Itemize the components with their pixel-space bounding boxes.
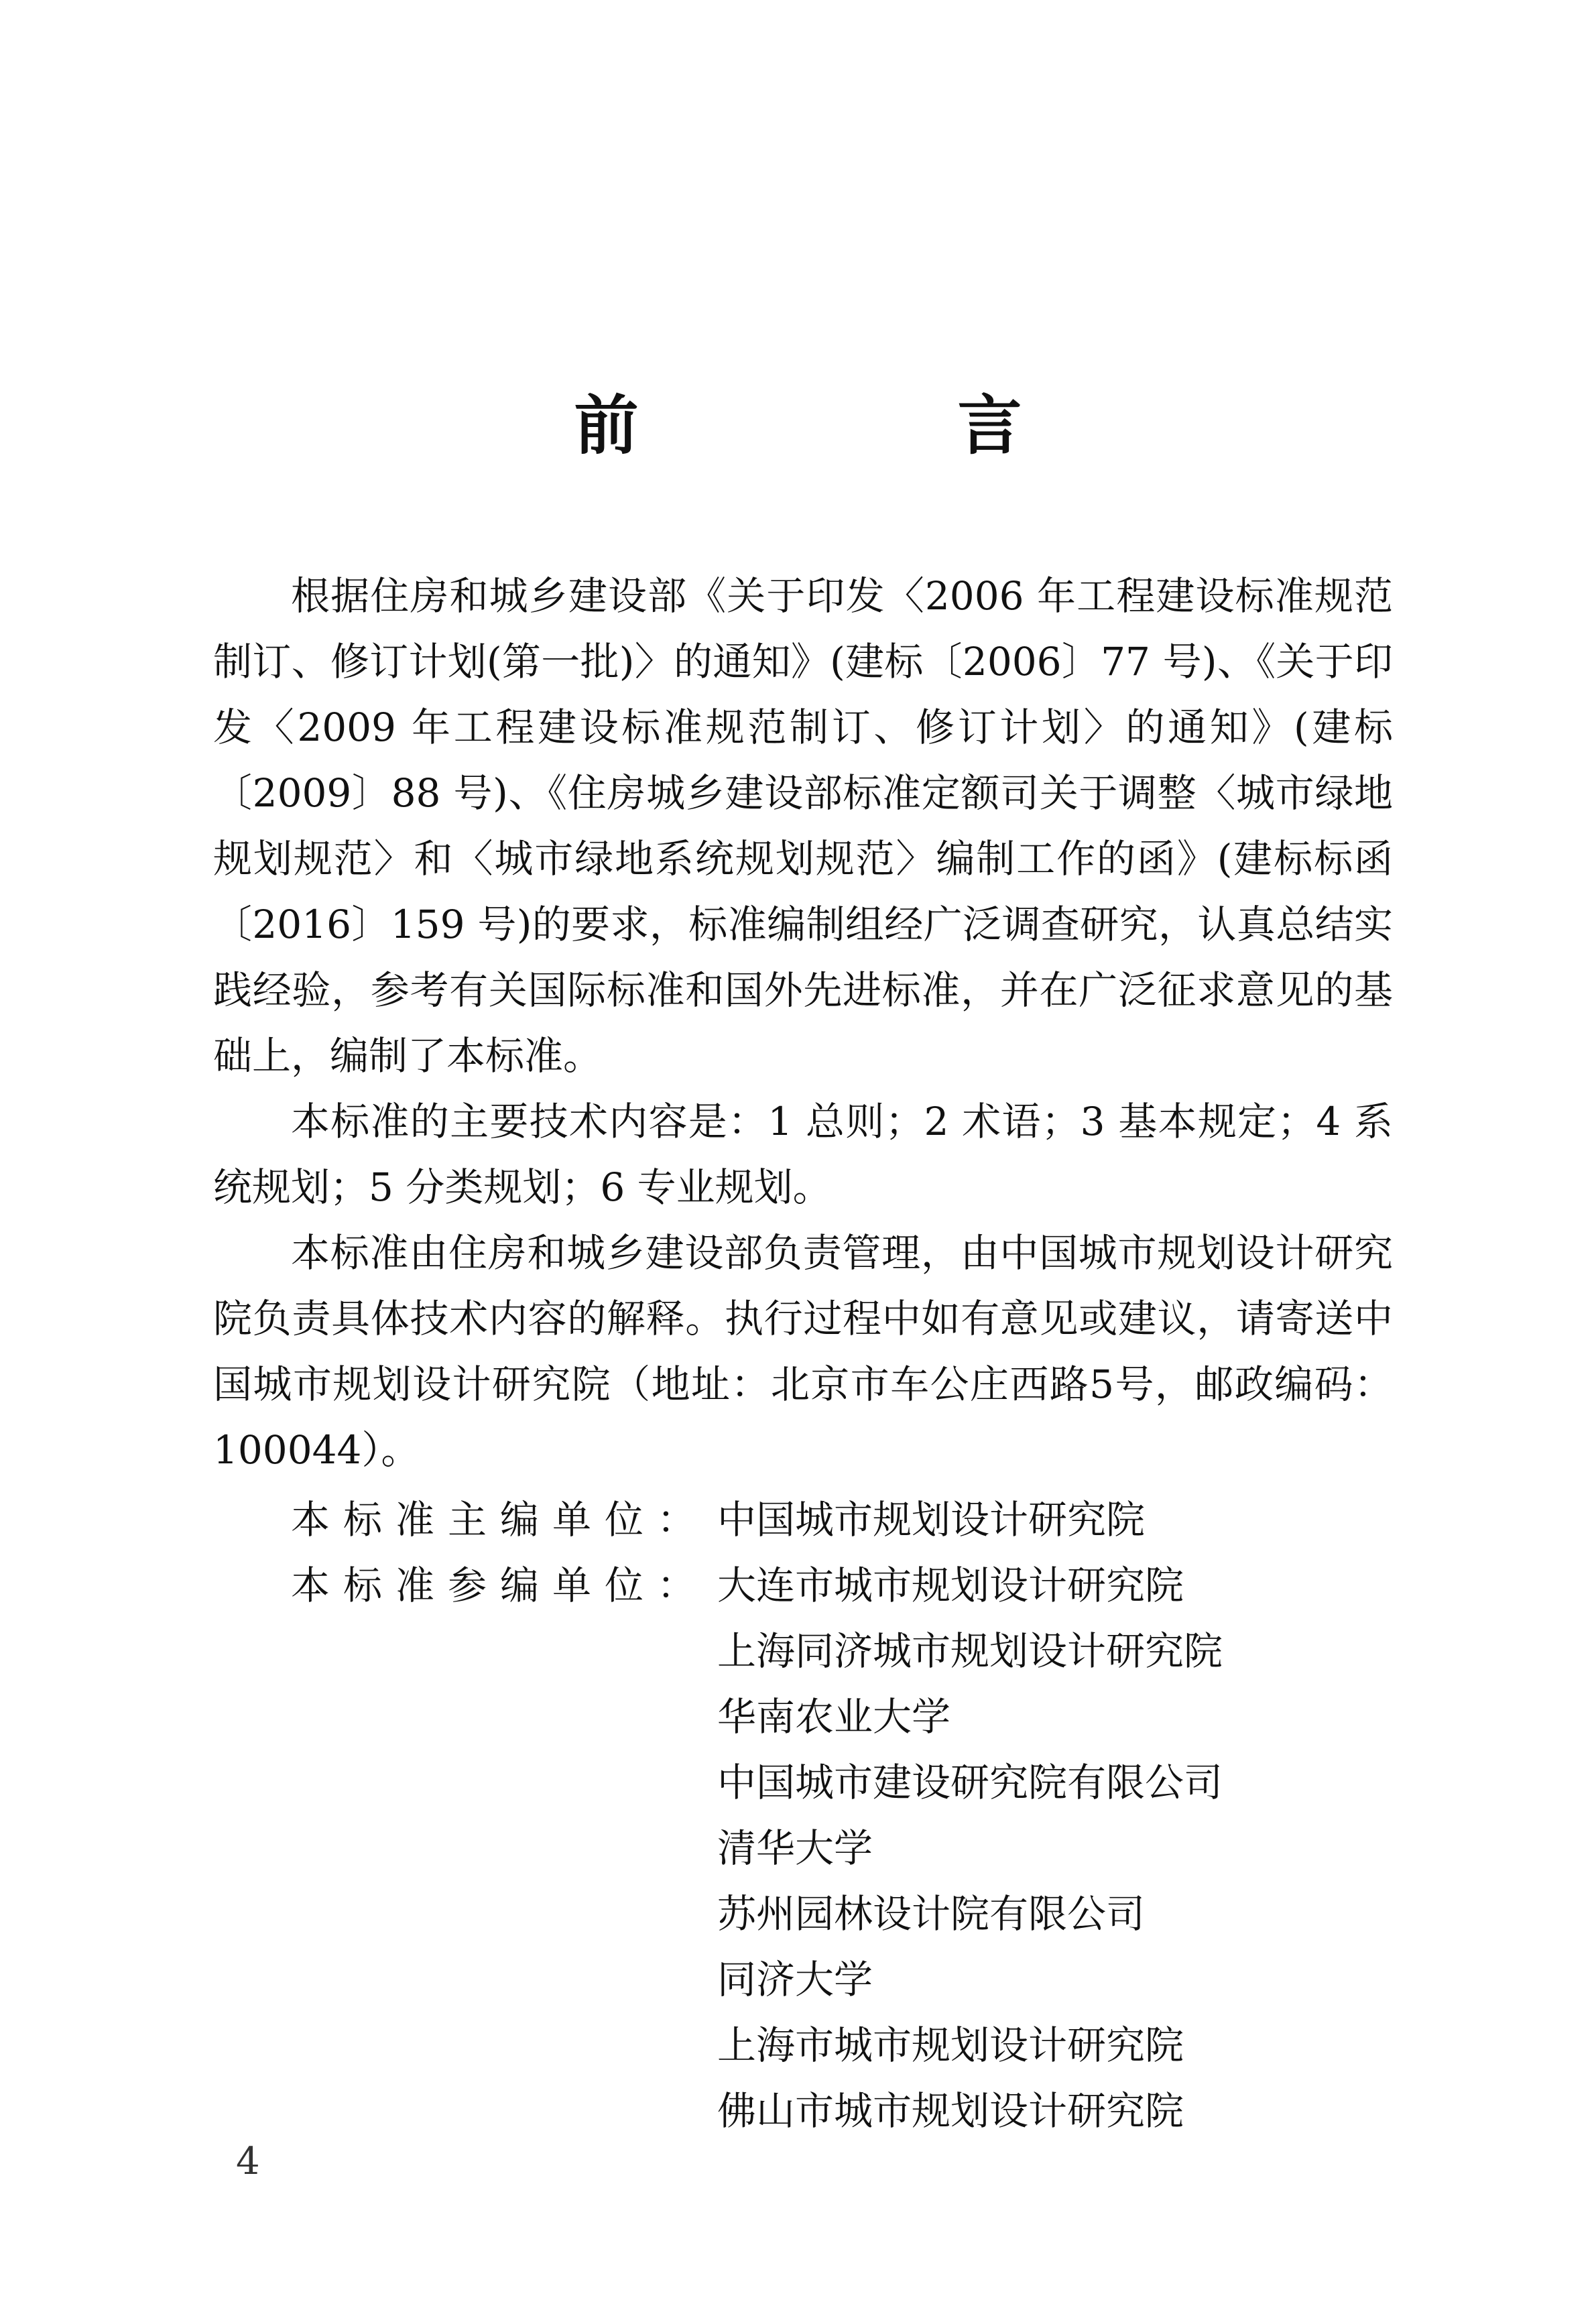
page-title: 前 言 <box>574 387 1150 463</box>
participant-unit-name: 佛山市城市规划设计研究院 <box>717 2088 1184 2134</box>
preface-paragraph-contents: 本标准的主要技术内容是：1 总则；2 术语；3 基本规定；4 系统规划；5 分类规划；6 专业规划。 <box>213 1099 1393 1210</box>
preface-body <box>213 563 1393 1483</box>
participant-unit-row <box>213 1750 1393 1815</box>
chief-unit-name: 中国城市规划设计研究院 <box>717 1497 1146 1542</box>
chief-unit-row <box>213 1487 1393 1553</box>
editing-units <box>213 1487 1393 2144</box>
preface-paragraph-management: 本标准由住房和城乡建设部负责管理，由中国城市规划设计研究院负责具体技术内容的解释。执行过程中如有意见或建议，请寄送中国城市规划设计研究院（地址：北京市车公庄西路5号，邮政编码：100044）。 <box>213 1230 1393 1473</box>
participant-unit-name: 同济大学 <box>717 1957 873 2002</box>
participant-unit-row <box>213 1947 1393 2012</box>
page-number: 4 <box>236 2140 260 2183</box>
participant-unit-row <box>213 1618 1393 1684</box>
participant-unit-name: 苏州园林设计院有限公司 <box>717 1891 1146 1937</box>
chief-unit-label: 本标准主编单位： <box>291 1497 710 1542</box>
participant-unit-row <box>213 1684 1393 1750</box>
participant-unit-row <box>213 2078 1393 2144</box>
participant-unit-name: 上海同济城市规划设计研究院 <box>717 1628 1223 1674</box>
participant-unit-name: 大连市城市规划设计研究院 <box>717 1563 1184 1608</box>
participant-unit-name: 中国城市建设研究院有限公司 <box>717 1760 1223 1805</box>
participant-unit-label: 本标准参编单位： <box>291 1563 710 1608</box>
preface-paragraph-basis: 根据住房和城乡建设部《关于印发〈2006 年工程建设标准规范制订、修订计划(第一批)〉的通知》(建标〔2006〕77 号)、《关于印发〈2009 年工程建设标准规范制订、修订计划〉的通知》(建标〔2009〕88 号)、《住房城乡建设部标准定额司关于调整〈城市绿地规划规范〉和〈城市绿地系统规划规范〉编制工作的函》(建标标函〔2016〕159 号)的要求，标准编制组经广泛调查研究，认真总结实践经验，参考有关国际标准和国外先进标准，并在广泛征求意见的基础上，编制了本标准。 <box>213 573 1393 1079</box>
participant-unit-row <box>213 1881 1393 1947</box>
participant-unit-name: 华南农业大学 <box>717 1694 951 1740</box>
participant-unit-name: 上海市城市规划设计研究院 <box>717 2022 1184 2068</box>
participant-unit-row <box>213 2012 1393 2078</box>
participant-unit-row <box>213 1815 1393 1881</box>
participant-unit-row <box>213 1553 1393 1618</box>
participant-unit-name: 清华大学 <box>717 1825 873 1871</box>
